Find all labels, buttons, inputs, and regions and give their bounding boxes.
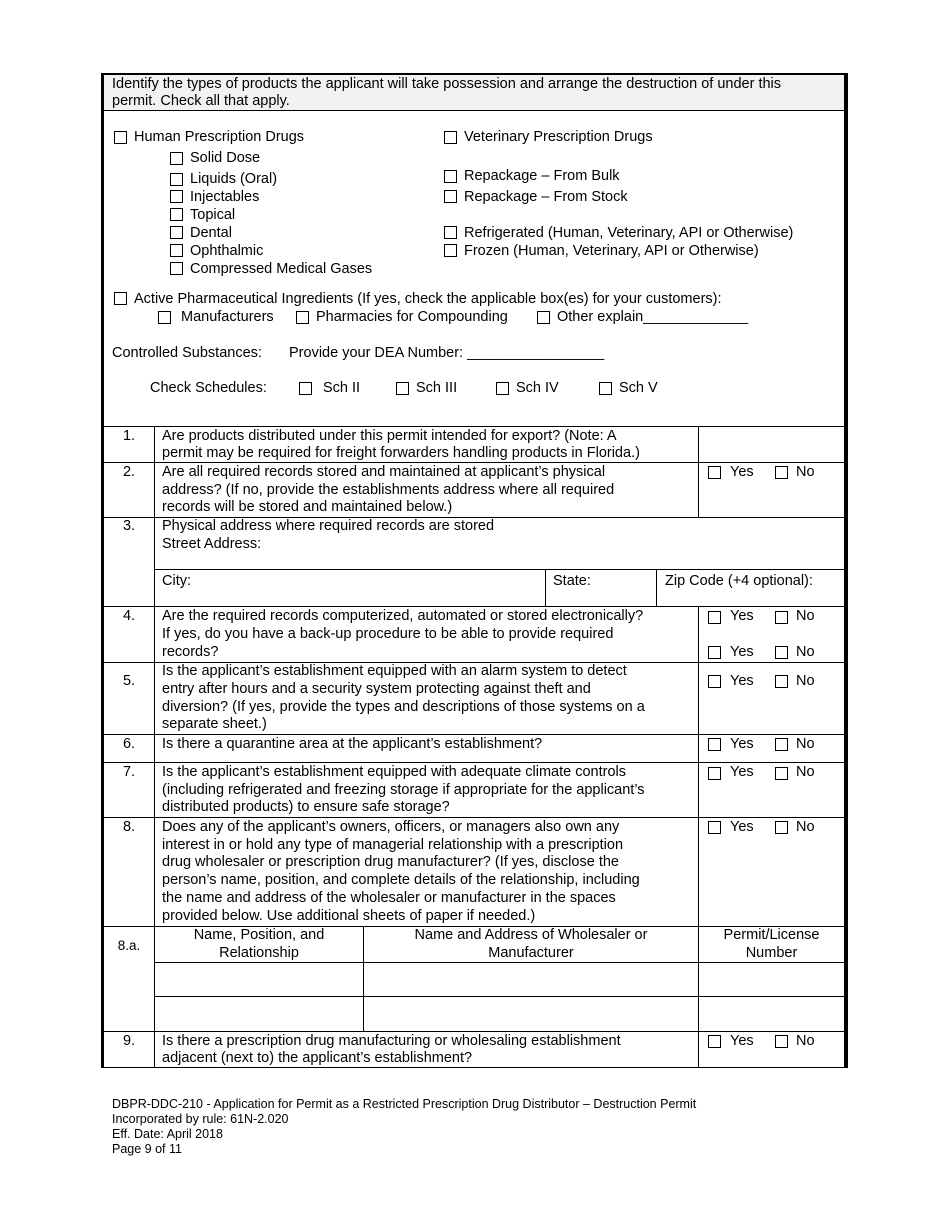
- q4-backup-yes-checkbox[interactable]: [708, 646, 721, 659]
- q4-backup-no-checkbox[interactable]: [775, 646, 788, 659]
- footer-form-id: DBPR-DDC-210 - Application for Permit as a Restricted Prescription Drug Distributor – Destruction Permit: [112, 1097, 697, 1111]
- sch-ii-checkbox[interactable]: [299, 382, 312, 395]
- q6-text-line: Is there a quarantine area at the applicant’s establishment?: [162, 736, 543, 752]
- api-manufacturers-checkbox[interactable]: [158, 311, 171, 324]
- q8-yes-checkbox[interactable]: [708, 821, 721, 834]
- q5-no-label: No: [796, 673, 815, 689]
- api-manufacturers-label: Manufacturers: [181, 309, 274, 325]
- q8-text-line: person’s name, position, and complete details of the relationship, including: [162, 872, 640, 888]
- q8a-col1-header-line: Relationship: [219, 945, 299, 961]
- q8-text-line: provided below. Use additional sheets of paper if needed.): [162, 908, 536, 924]
- q4-backup-yes-label: Yes: [730, 644, 754, 660]
- q2-yes-label: Yes: [730, 464, 754, 480]
- repack-stock-checkbox[interactable]: [444, 190, 457, 203]
- q9-yes-checkbox[interactable]: [708, 1035, 721, 1048]
- sch-ii-label: Sch II: [323, 380, 361, 396]
- liquids-oral-checkbox[interactable]: [170, 173, 183, 186]
- ophthalmic-label: Ophthalmic: [190, 243, 264, 259]
- injectables-checkbox[interactable]: [170, 190, 183, 203]
- dental-label: Dental: [190, 225, 232, 241]
- q9-no-checkbox[interactable]: [775, 1035, 788, 1048]
- q5-yes-label: Yes: [730, 673, 754, 689]
- q8-number: 8.: [122, 819, 136, 835]
- q8-no-label: No: [796, 819, 815, 835]
- q6-yes-checkbox[interactable]: [708, 738, 721, 751]
- human-rx-label: Human Prescription Drugs: [134, 129, 305, 145]
- q5-text-line: entry after hours and a security system protecting against theft and: [162, 681, 591, 697]
- q4-text-line: records?: [162, 644, 219, 660]
- api-pharmacies-checkbox[interactable]: [296, 311, 309, 324]
- q8-text-line: interest in or hold any type of managerial relationship with a prescription: [162, 837, 624, 853]
- q5-text-line: diversion? (If yes, provide the types and descriptions of those systems on a: [162, 699, 645, 715]
- q2-yes-checkbox[interactable]: [708, 466, 721, 479]
- q9-text-line: adjacent (next to) the applicant’s establishment?: [162, 1050, 473, 1066]
- api-other-checkbox[interactable]: [537, 311, 550, 324]
- q6-yes-label: Yes: [730, 736, 754, 752]
- q5-text-line: separate sheet.): [162, 716, 267, 732]
- q4-backup-no-label: No: [796, 644, 815, 660]
- frozen-label: Frozen (Human, Veterinary, API or Otherwise): [464, 243, 759, 259]
- sch-iv-checkbox[interactable]: [496, 382, 509, 395]
- footer-page-number: Page 9 of 11: [112, 1142, 182, 1156]
- q2-text-line: Are all required records stored and maintained at applicant’s physical: [162, 464, 606, 480]
- q9-yes-label: Yes: [730, 1033, 754, 1049]
- api-checkbox[interactable]: [114, 292, 127, 305]
- q3-city-field[interactable]: City:: [162, 573, 191, 589]
- q8a-col2-header-line: Name and Address of Wholesaler or: [414, 927, 648, 943]
- q8a-row2-name-cell[interactable]: [155, 997, 363, 1030]
- dental-checkbox[interactable]: [170, 226, 183, 239]
- q4-number: 4.: [122, 608, 136, 624]
- liquids-oral-label: Liquids (Oral): [190, 171, 278, 187]
- q6-number: 6.: [122, 736, 136, 752]
- q5-text-line: Is the applicant’s establishment equipped with an alarm system to detect: [162, 663, 627, 679]
- api-other-label: Other explain_____________: [557, 309, 749, 325]
- q3-street-label: Street Address:: [162, 536, 262, 552]
- q3-text-line: Physical address where required records are stored: [162, 518, 495, 534]
- intro-line-1: Identify the types of products the applicant will take possession and arrange the destruction of under this: [112, 76, 782, 92]
- q8a-row2-permit-cell[interactable]: [699, 997, 844, 1030]
- repack-bulk-label: Repackage – From Bulk: [464, 168, 620, 184]
- sch-iv-label: Sch IV: [516, 380, 559, 396]
- q8-text-line: drug wholesaler or prescription drug manufacturer? (If yes, disclose the: [162, 854, 619, 870]
- q8a-row2-address-cell[interactable]: [364, 997, 698, 1030]
- q1-text-line: permit may be required for freight forwarders handling products in Florida.): [162, 445, 640, 461]
- footer-eff-date: Eff. Date: April 2018: [112, 1127, 223, 1141]
- q1-text-line: Are products distributed under this permit intended for export? (Note: A: [162, 428, 617, 444]
- q7-text-line: (including refrigerated and freezing storage if appropriate for the applicant’s: [162, 782, 645, 798]
- q8a-col3-header-line: Number: [745, 945, 798, 961]
- schedules-label: Check Schedules:: [150, 380, 267, 396]
- sch-iii-label: Sch III: [416, 380, 458, 396]
- solid-dose-checkbox[interactable]: [170, 152, 183, 165]
- ophthalmic-checkbox[interactable]: [170, 244, 183, 257]
- q2-text-line: records will be stored and maintained below.): [162, 499, 453, 515]
- q8a-number: 8.a.: [117, 938, 141, 953]
- q2-number: 2.: [122, 464, 136, 480]
- q2-no-checkbox[interactable]: [775, 466, 788, 479]
- q3-number: 3.: [122, 518, 136, 534]
- refrigerated-label: Refrigerated (Human, Veterinary, API or Otherwise): [464, 225, 794, 241]
- veterinary-rx-checkbox[interactable]: [444, 131, 457, 144]
- q9-text-line: Is there a prescription drug manufacturing or wholesaling establishment: [162, 1033, 621, 1049]
- repack-stock-label: Repackage – From Stock: [464, 189, 628, 205]
- q4-text-line: Are the required records computerized, automated or stored electronically?: [162, 608, 644, 624]
- q2-text-line: address? (If no, provide the establishments address where all required: [162, 482, 615, 498]
- q8a-col1-header-line: Name, Position, and: [193, 927, 325, 943]
- q7-yes-label: Yes: [730, 764, 754, 780]
- veterinary-rx-label: Veterinary Prescription Drugs: [464, 129, 653, 145]
- q4-no-checkbox[interactable]: [775, 611, 788, 624]
- q7-text-line: distributed products) to ensure safe storage?: [162, 799, 450, 815]
- q7-no-label: No: [796, 764, 815, 780]
- topical-checkbox[interactable]: [170, 208, 183, 221]
- injectables-label: Injectables: [190, 189, 260, 205]
- repack-bulk-checkbox[interactable]: [444, 170, 457, 183]
- compressed-gases-label: Compressed Medical Gases: [190, 261, 373, 277]
- q2-no-label: No: [796, 464, 815, 480]
- q1-number: 1.: [122, 428, 136, 444]
- api-pharmacies-label: Pharmacies for Compounding: [316, 309, 508, 325]
- q4-text-line: If yes, do you have a back-up procedure to be able to provide required: [162, 626, 614, 642]
- q4-yes-label: Yes: [730, 608, 754, 624]
- intro-line-2: permit. Check all that apply.: [112, 93, 290, 109]
- q8-no-checkbox[interactable]: [775, 821, 788, 834]
- q9-number: 9.: [122, 1033, 136, 1049]
- refrigerated-checkbox[interactable]: [444, 226, 457, 239]
- q5-number: 5.: [122, 673, 136, 689]
- api-label: Active Pharmaceutical Ingredients (If yes, check the applicable box(es) for your customers):: [134, 291, 722, 307]
- q8a-row1-permit-cell[interactable]: [699, 963, 844, 996]
- footer-rule: Incorporated by rule: 61N-2.020: [112, 1112, 289, 1126]
- sch-v-checkbox[interactable]: [599, 382, 612, 395]
- q7-yes-checkbox[interactable]: [708, 767, 721, 780]
- q8-yes-label: Yes: [730, 819, 754, 835]
- frozen-checkbox[interactable]: [444, 244, 457, 257]
- q9-no-label: No: [796, 1033, 815, 1049]
- q8-text-line: the name and address of the wholesaler or manufacturer in the spaces: [162, 890, 616, 906]
- q4-no-label: No: [796, 608, 815, 624]
- human-rx-checkbox[interactable]: [114, 131, 127, 144]
- q8a-row1-address-cell[interactable]: [364, 963, 698, 996]
- solid-dose-label: Solid Dose: [190, 150, 261, 166]
- q8a-col2-header-line: Manufacturer: [488, 945, 574, 961]
- controlled-label: Controlled Substances:: [112, 345, 262, 361]
- sch-iii-checkbox[interactable]: [396, 382, 409, 395]
- q7-text-line: Is the applicant’s establishment equipped with adequate climate controls: [162, 764, 627, 780]
- sch-v-label: Sch V: [619, 380, 658, 396]
- q7-no-checkbox[interactable]: [775, 767, 788, 780]
- topical-label: Topical: [190, 207, 236, 223]
- q8a-col3-header-line: Permit/License: [723, 927, 820, 943]
- q6-no-checkbox[interactable]: [775, 738, 788, 751]
- q8a-row1-name-cell[interactable]: [155, 963, 363, 996]
- dea-number-field[interactable]: Provide your DEA Number: _________________: [289, 345, 605, 361]
- q6-no-label: No: [796, 736, 815, 752]
- compressed-gases-checkbox[interactable]: [170, 262, 183, 275]
- q3-state-field[interactable]: State:: [553, 573, 591, 589]
- q3-zip-field[interactable]: Zip Code (+4 optional):: [665, 573, 813, 589]
- q5-no-checkbox[interactable]: [775, 675, 788, 688]
- q5-yes-checkbox[interactable]: [708, 675, 721, 688]
- q4-yes-checkbox[interactable]: [708, 611, 721, 624]
- q7-number: 7.: [122, 764, 136, 780]
- q8-text-line: Does any of the applicant’s owners, officers, or managers also own any: [162, 819, 620, 835]
